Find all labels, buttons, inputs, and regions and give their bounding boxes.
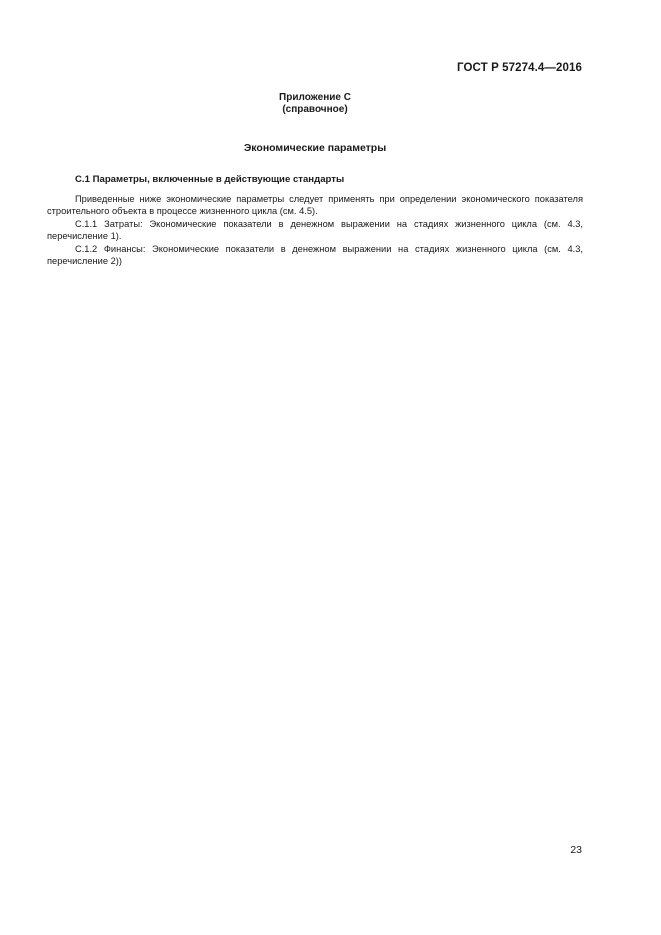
annex-subtitle: (справочное) xyxy=(282,104,348,115)
section-title: Экономические параметры xyxy=(243,142,387,154)
paragraph-intro: Приведенные ниже экономические параметры следует применять при определении экономического показателя строительного объекта в процессе жизненного цикла (см. 4.5). xyxy=(47,193,583,216)
page-number: 23 xyxy=(570,844,582,856)
paragraph-costs: С.1.1 Затраты: Экономические показатели в денежном выражении на стадиях жизненного цикла (см. 4.3, перечисление 1). xyxy=(47,218,583,241)
annex-heading xyxy=(0,92,630,116)
document-code: ГОСТ Р 57274.4—2016 xyxy=(457,62,582,74)
annex-title: Приложение С xyxy=(279,92,351,103)
section-body xyxy=(47,174,583,268)
paragraph-finance: С.1.2 Финансы: Экономические показатели в денежном выражении на стадиях жизненного цикла (см. 4.3, перечисление 2)) xyxy=(47,243,583,266)
subsection-title: С.1 Параметры, включенные в действующие стандарты xyxy=(75,174,345,185)
